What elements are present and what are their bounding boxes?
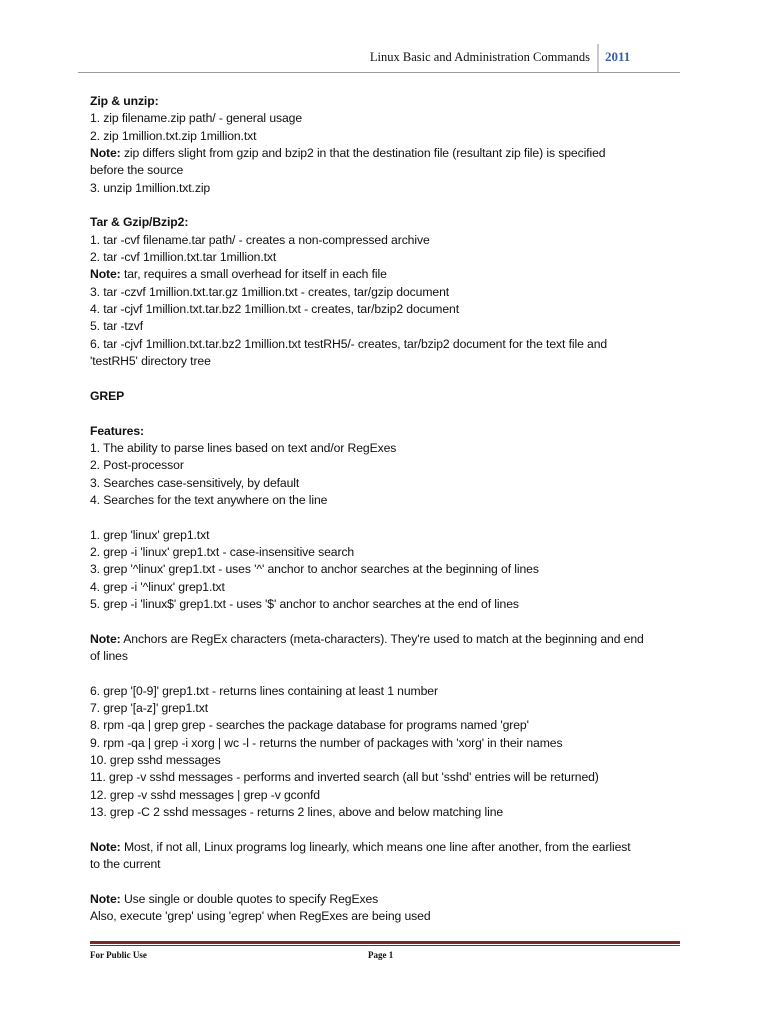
text-run: 2. tar -cvf 1million.txt.tar 1million.txt [90,250,277,265]
text-line [90,561,690,578]
blank-line [90,405,690,422]
text-line [90,596,690,613]
text-line [90,214,690,231]
text-run: 3. tar -czvf 1million.txt.tar.gz 1million.txt - creates, tar/gzip document [90,284,450,299]
text-line [90,717,690,734]
text-run: Also, execute 'grep' using 'egrep' when RegExes are being used [90,909,431,924]
text-run: 8. rpm -qa | grep grep - searches the package database for programs named 'grep' [90,718,529,733]
text-line [90,544,690,561]
text-run: 9. rpm -qa | grep -i xorg | wc -l - returns the number of packages with 'xorg' in their names [90,735,563,750]
text-run: 5. tar -tzvf [90,319,143,334]
bold-label: Note: [90,631,121,646]
text-line [90,284,690,301]
text-run: 1. grep 'linux' grep1.txt [90,527,210,542]
text-run: 5. grep -i 'linux$' grep1.txt - uses '$' anchor to anchor searches at the end of lines [90,596,519,611]
text-line [90,180,690,197]
footer-rule [90,941,680,944]
text-line [90,266,690,283]
text-run: 1. tar -cvf filename.tar path/ - creates a non-compressed archive [90,232,430,247]
text-line [90,475,690,492]
text-run: 11. grep -v sshd messages - performs and inverted search (all but 'sshd' entries will be returned) [90,770,599,785]
text-run: Use single or double quotes to specify RegExes [120,891,379,906]
text-line [90,440,690,457]
text-line [90,162,690,179]
text-run: 13. grep -C 2 sshd messages - returns 2 lines, above and below matching line [90,805,504,820]
text-line [90,457,690,474]
text-run: 3. grep '^linux' grep1.txt - uses '^' anchor to anchor searches at the beginning of lines [90,562,539,577]
text-line [90,388,690,405]
text-line [90,318,690,335]
blank-line [90,613,690,630]
text-line [90,232,690,249]
blank-line [90,197,690,214]
text-line [90,752,690,769]
text-run: 12. grep -v sshd messages | grep -v gconfd [90,787,320,802]
header-title: Linux Basic and Administration Commands [369,50,590,64]
header-year: 2011 [605,49,631,64]
text-run: tar, requires a small overhead for itself in each file [120,267,387,282]
text-run: 3. unzip 1million.txt.zip [90,180,211,195]
text-run: 10. grep sshd messages [90,753,221,768]
bold-label: Features: [90,423,144,438]
text-run: 'testRH5' directory tree [90,354,211,369]
bold-label: Note: [90,267,121,282]
text-run: before the source [90,163,184,178]
text-run: 7. grep '[a-z]' grep1.txt [90,701,208,716]
text-line [90,631,690,648]
text-run: 4. Searches for the text anywhere on the line [90,492,328,507]
text-run: 4. tar -cjvf 1million.txt.tar.bz2 1million.txt - creates, tar/bzip2 document [90,302,460,317]
bold-label: Note: [90,146,121,161]
text-run: 6. tar -cjvf 1million.txt.tar.bz2 1million.txt testRH5/- creates, tar/bzip2 document for the text file and [90,336,608,351]
blank-line [90,821,690,838]
text-line [90,579,690,596]
text-line [90,423,690,440]
text-line [90,648,690,665]
text-run: Most, if not all, Linux programs log linearly, which means one line after another, from the earliest [120,839,631,854]
text-line [90,336,690,353]
text-run: 2. grep -i 'linux' grep1.txt - case-insensitive search [90,544,355,559]
blank-line [90,371,690,388]
text-run: 3. Searches case-sensitively, by default [90,475,300,490]
footer-rule-thin [90,945,680,946]
text-run: 1. zip filename.zip path/ - general usage [90,111,303,126]
text-line [90,787,690,804]
text-run: zip differs slight from gzip and bzip2 in that the destination file (resultant zip file) is specified [120,146,606,161]
text-line [90,804,690,821]
text-line [90,527,690,544]
document-body [90,93,690,926]
header-separator [597,44,599,72]
text-run: to the current [90,857,161,872]
text-line [90,769,690,786]
text-run: 1. The ability to parse lines based on text and/or RegExes [90,440,397,455]
bold-label: GREP [90,388,125,403]
bold-label: Note: [90,839,121,854]
text-line [90,110,690,127]
text-line [90,128,690,145]
text-run: 2. Post-processor [90,458,184,473]
text-line [90,249,690,266]
text-line [90,145,690,162]
footer-label: For Public Use [90,950,147,960]
page-number: Page 1 [368,950,394,960]
bold-label: Zip & unzip: [90,94,159,108]
text-line [90,353,690,370]
header-rule [78,72,680,73]
text-run: 6. grep '[0-9]' grep1.txt - returns lines containing at least 1 number [90,683,438,698]
text-line [90,839,690,856]
text-run: 2. zip 1million.txt.zip 1million.txt [90,128,257,143]
text-run: of lines [90,649,128,663]
text-line [90,301,690,318]
blank-line [90,509,690,526]
bold-label: Tar & Gzip/Bzip2: [90,215,189,230]
text-line [90,700,690,717]
text-line [90,93,690,110]
text-line [90,735,690,752]
text-line [90,492,690,509]
text-run: 4. grep -i '^linux' grep1.txt [90,579,225,594]
text-run: Anchors are RegEx characters (meta-characters). They're used to match at the beginning and end [120,631,644,646]
text-line [90,891,690,908]
blank-line [90,873,690,890]
blank-line [90,665,690,682]
bold-label: Note: [90,891,121,906]
text-line [90,908,690,925]
text-line [90,683,690,700]
text-line [90,856,690,873]
